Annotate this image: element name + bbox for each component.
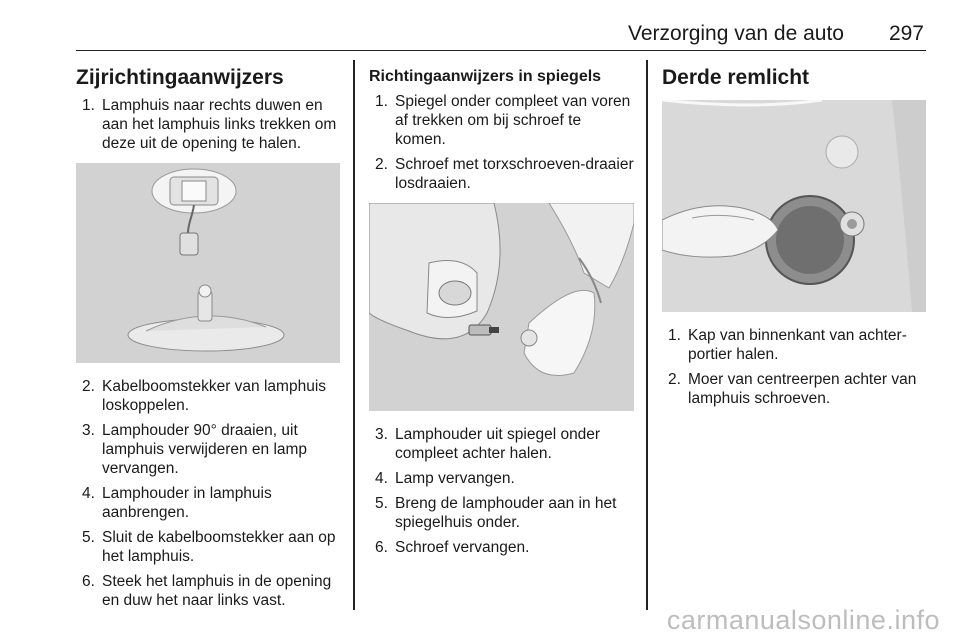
page-header [76, 18, 926, 51]
list-item: 1. Spiegel onder compleet van voren af trekken om bij schroef te komen. [375, 93, 631, 148]
list-item: 4. Lamphouder in lamphuis aanbrengen. [82, 485, 272, 521]
steps-list [369, 425, 634, 557]
list-item: 1. Lamphuis naar rechts duwen en aan het lamphuis links trekken om deze uit de opening te halen. [82, 97, 337, 152]
brake-light-illustration [662, 100, 926, 312]
section-heading: Derde remlicht [662, 66, 810, 89]
list-item: 6. Steek het lamphuis in de opening en duw het naar links vast. [82, 573, 332, 609]
column-mirror-indicators [369, 60, 634, 563]
list-item: 6. Schroef vervangen. [375, 539, 530, 556]
list-item: 3. Lamphouder uit spiegel onder compleet achter halen. [375, 426, 601, 462]
steps-list [76, 96, 340, 153]
section-heading: Richtingaanwijzers in spiegels [369, 68, 602, 85]
list-item: 3. Lamphouder 90° draaien, uit lamphuis verwijderen en lamp vervangen. [82, 422, 308, 477]
column-third-brake-light [662, 60, 926, 414]
list-item: 2. Moer van centreerpen achter van lamphuis schroeven. [668, 371, 917, 407]
list-item: 2. Kabelboomstekker van lamphuis loskoppelen. [82, 378, 327, 414]
page-number: 297 [888, 22, 924, 45]
section-heading: Zijrichtingaanwijzers [76, 66, 284, 89]
column-side-indicators [76, 60, 340, 616]
list-item: 1. Kap van binnenkant van achter-portier halen. [668, 327, 907, 363]
steps-list [76, 377, 340, 610]
watermark: carmanualsonline.info [666, 605, 940, 635]
list-item: 2. Schroef met torxschroeven-draaier losdraaien. [375, 156, 634, 192]
column-divider [646, 60, 648, 610]
list-item: 5. Sluit de kabelboomstekker aan op het lamphuis. [82, 529, 336, 565]
steps-list [369, 92, 634, 193]
header-title: Verzorging van de auto [628, 22, 844, 45]
mirror-indicator-illustration [369, 203, 634, 411]
column-divider [353, 60, 355, 610]
list-item: 4. Lamp vervangen. [375, 470, 515, 487]
list-item: 5. Breng de lamphouder aan in het spiegelhuis onder. [375, 495, 617, 531]
steps-list [662, 326, 926, 408]
side-indicator-illustration [76, 163, 340, 363]
